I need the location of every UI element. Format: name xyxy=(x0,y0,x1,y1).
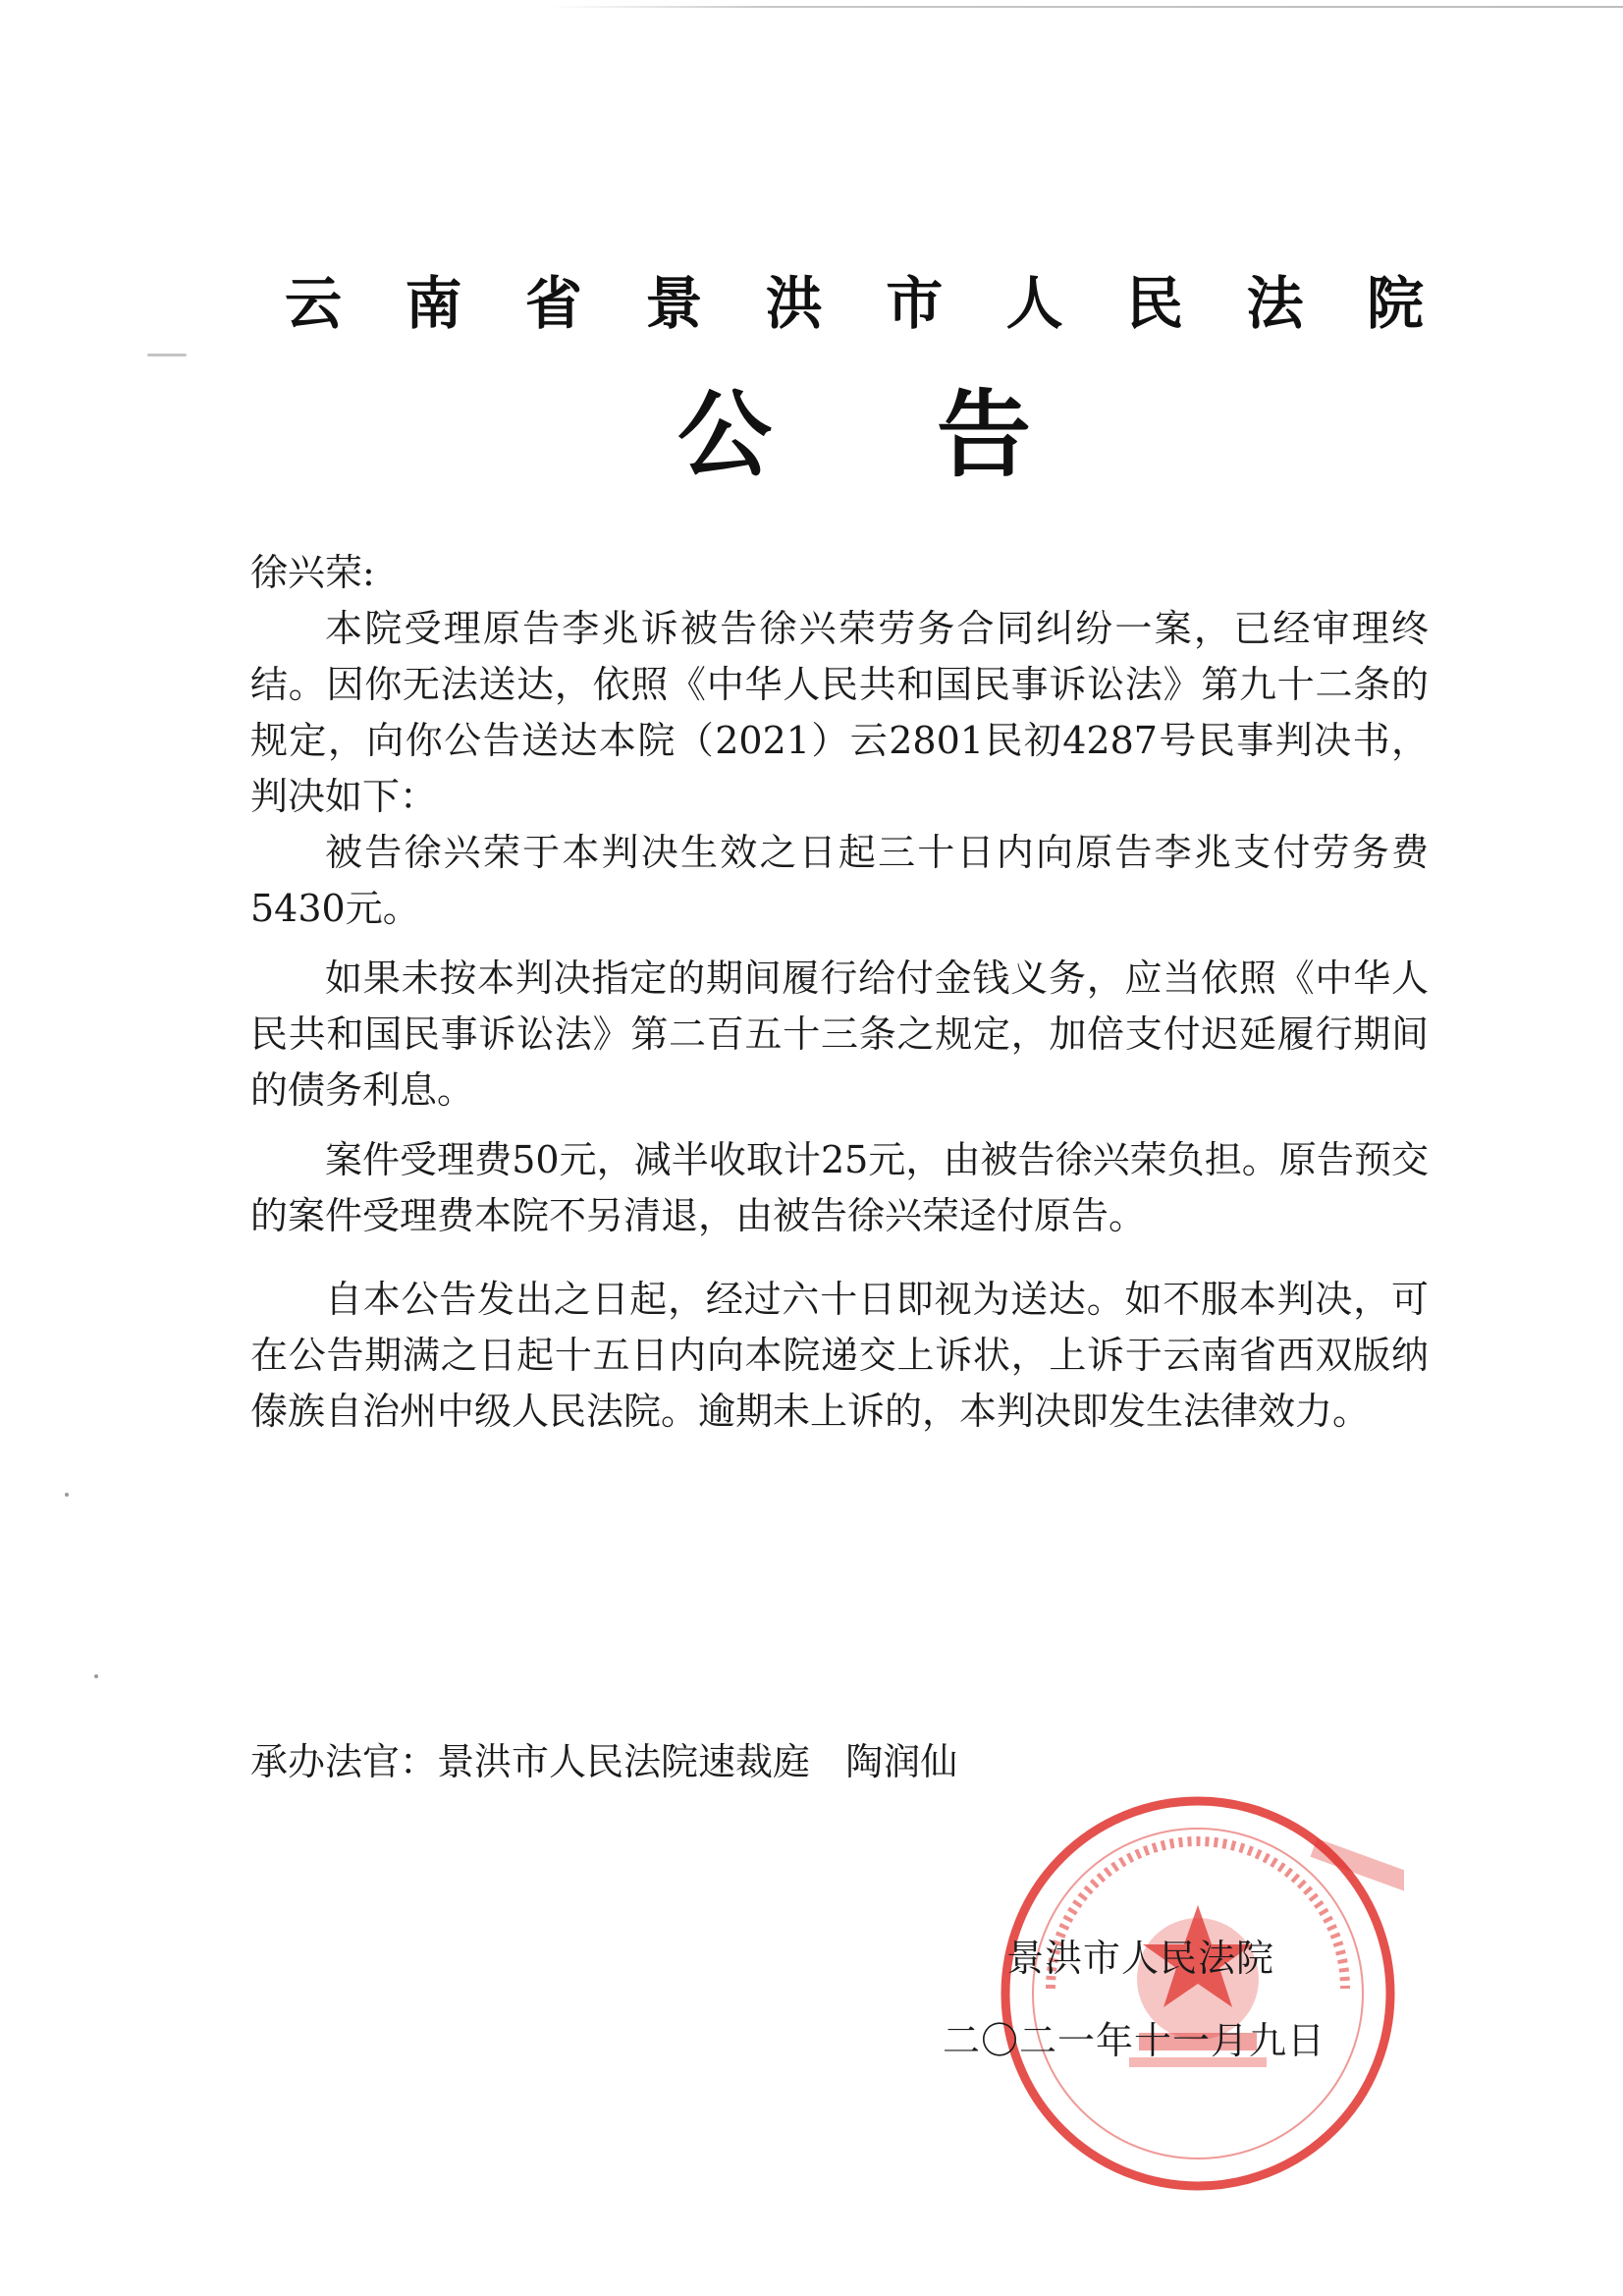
heading-char: 景 xyxy=(645,270,703,337)
scan-edge-line xyxy=(550,6,1623,8)
court-name-heading xyxy=(285,257,1424,340)
scan-speck xyxy=(65,1493,69,1497)
title-char: 公 xyxy=(677,379,772,490)
notice-body xyxy=(250,545,1429,1440)
heading-char: 市 xyxy=(886,270,944,337)
issue-date: 二〇二一年十一月九日 xyxy=(943,2019,1326,2062)
judge-name: 陶润仙 xyxy=(845,1740,958,1783)
heading-char: 洪 xyxy=(765,270,823,337)
notice-paragraph: 自本公告发出之日起，经过六十日即视为送达。如不服本判决，可在公告期满之日起十五日内向本院递交上诉状，上诉于云南省西双版纳傣族自治州中级人民法院。逾期未上诉的，本判决即发生法律效力。 xyxy=(250,1278,1429,1433)
addressee: 徐兴荣: xyxy=(250,551,375,594)
title-char: 告 xyxy=(937,379,1031,490)
notice-paragraph: 案件受理费50元，减半收取计25元，由被告徐兴荣负担。原告预交的案件受理费本院不另清退，由被告徐兴荣迳付原告。 xyxy=(250,1138,1429,1237)
issuing-court: 景洪市人民法院 xyxy=(1006,1937,1275,1980)
judge-label: 承办法官： xyxy=(250,1740,438,1783)
document-type-title xyxy=(677,373,1031,490)
heading-char: 民 xyxy=(1126,270,1184,337)
heading-char: 法 xyxy=(1246,270,1304,337)
scan-speck xyxy=(147,354,187,356)
heading-char: 云 xyxy=(285,270,343,337)
presiding-judge-line xyxy=(250,1734,1429,1790)
judge-division: 景洪市人民法院速裁庭 xyxy=(437,1740,811,1783)
heading-char: 省 xyxy=(524,270,582,337)
notice-paragraph: 本院受理原告李兆诉被告徐兴荣劳务合同纠纷一案，已经审理终结。因你无法送达，依照《中华人民共和国民事诉讼法》第九十二条的规定，向你公告送达本院（2021）云2801民初4287号民事判决书，判决如下： xyxy=(250,607,1429,818)
court-seal-stamp xyxy=(992,1787,1404,2200)
notice-paragraph: 被告徐兴荣于本判决生效之日起三十日内向原告李兆支付劳务费5430元。 xyxy=(250,831,1429,930)
scan-speck xyxy=(94,1674,98,1678)
heading-char: 人 xyxy=(1005,270,1063,337)
notice-paragraph: 如果未按本判决指定的期间履行给付金钱义务，应当依照《中华人民共和国民事诉讼法》第二百五十三条之规定，加倍支付迟延履行期间的债务利息。 xyxy=(250,957,1429,1112)
heading-char: 院 xyxy=(1366,270,1424,337)
heading-char: 南 xyxy=(405,270,462,337)
